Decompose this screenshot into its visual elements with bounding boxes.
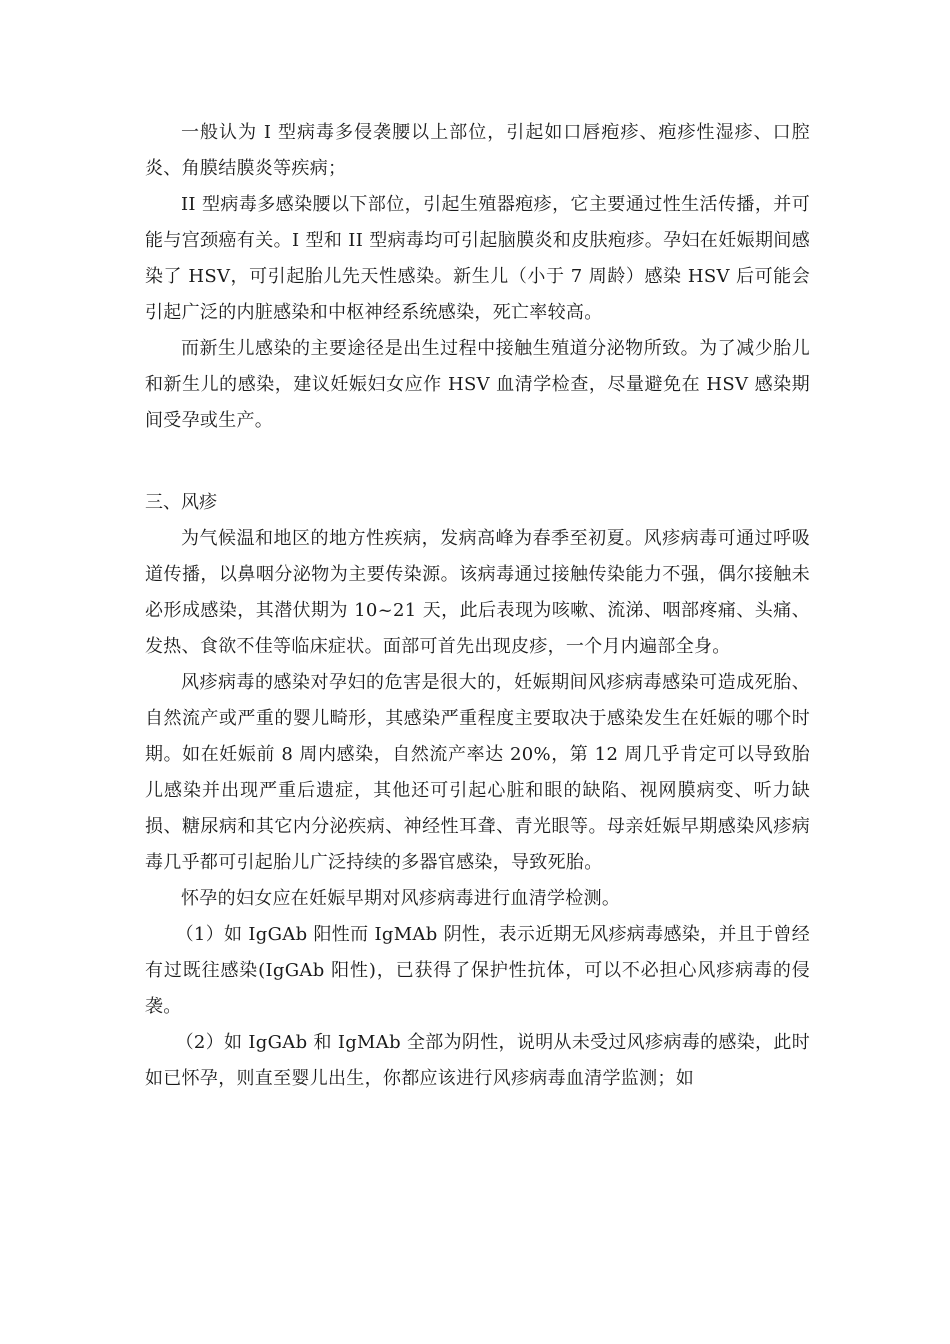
section-spacer [145, 439, 810, 485]
paragraph-rubella-intro: 为气候温和地区的地方性疾病，发病高峰为春季至初夏。风疹病毒可通过呼吸道传播，以鼻咽分泌物为主要传染源。该病毒通过接触传染能力不强，偶尔接触未必形成感染，其潜伏期为 10~21 天，此后表现为咳嗽、流涕、咽部疼痛、头痛、发热、食欲不佳等临床症状。面部可首先出现皮疹，一个月内遍部全身。 [145, 528, 810, 657]
paragraph-rubella-risk: 风疹病毒的感染对孕妇的危害是很大的，妊娠期间风疹病毒感染可造成死胎、自然流产或严重的婴儿畸形，其感染严重程度主要取决于感染发生在妊娠的哪个时期。如在妊娠前 8 周内感染，自然流产率达 20%，第 12 周几乎肯定可以导致胎儿感染并出现严重后遗症，其他还可引起心脏和眼的缺陷、视网膜病变、听力缺损、糖尿病和其它内分泌疾病、神经性耳聋、青光眼等。母亲妊娠早期感染风疹病毒几乎都可引起胎儿广泛持续的多器官感染，导致死胎。 [145, 672, 810, 873]
document-body [145, 115, 810, 1097]
paragraph-hsv-newborn: 而新生儿感染的主要途径是出生过程中接触生殖道分泌物所致。为了减少胎儿和新生儿的感染，建议妊娠妇女应作 HSV 血清学检查，尽量避免在 HSV 感染期间受孕或生产。 [145, 338, 810, 431]
section-heading-rubella: 三、风疹 [145, 492, 217, 513]
paragraph-hsv-type1: 一般认为 I 型病毒多侵袭腰以上部位，引起如口唇疱疹、疱疹性湿疹、口腔炎、角膜结膜炎等疾病； [145, 122, 810, 179]
paragraph-rubella-case-2: （2）如 IgGAb 和 IgMAb 全部为阴性，说明从未受过风疹病毒的感染，此时如已怀孕，则直至婴儿出生，你都应该进行风疹病毒血清学监测；如 [145, 1032, 810, 1089]
paragraph-hsv-type2: II 型病毒多感染腰以下部位，引起生殖器疱疹，它主要通过性生活传播，并可能与宫颈癌有关。I 型和 II 型病毒均可引起脑膜炎和皮肤疱疹。孕妇在妊娠期间感染了 HSV，可引起胎儿先天性感染。新生儿（小于 7 周龄）感染 HSV 后可能会引起广泛的内脏感染和中枢神经系统感染，死亡率较高。 [145, 194, 810, 323]
paragraph-rubella-case-1: （1）如 IgGAb 阳性而 IgMAb 阴性，表示近期无风疹病毒感染，并且于曾经有过既往感染(IgGAb 阳性)，已获得了保护性抗体，可以不必担心风疹病毒的侵袭。 [145, 924, 810, 1017]
paragraph-rubella-testing: 怀孕的妇女应在妊娠早期对风疹病毒进行血清学检测。 [181, 888, 621, 909]
